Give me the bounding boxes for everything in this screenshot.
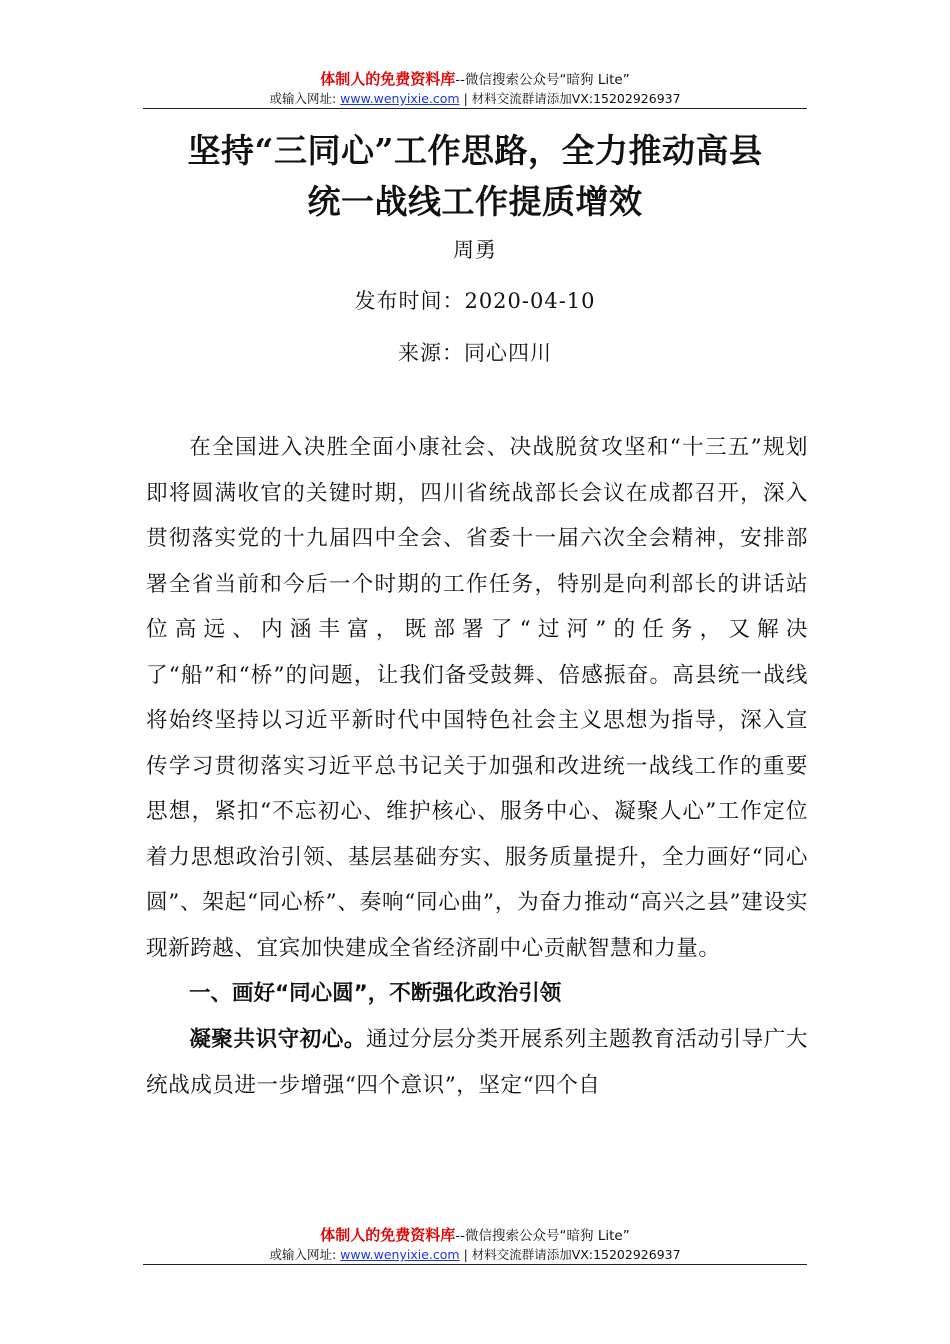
footer-brand: 体制人的免费资料库 [320, 1226, 456, 1244]
paragraph-2-lead: 凝聚共识守初心。 [189, 1027, 366, 1052]
header-divider [143, 108, 807, 109]
header-url-link[interactable]: www.wenyixie.com [340, 91, 460, 106]
section-heading-1: 一、画好“同心圆”，不断强化政治引领 [189, 981, 562, 1006]
footer-divider [143, 1264, 807, 1265]
footer-line-2 [0, 1246, 950, 1263]
footer-url-label: 或输入网址: [269, 1247, 337, 1262]
footer-contact: | 材料交流群请添加VX:15202926937 [463, 1247, 681, 1262]
header-line-1 [0, 70, 950, 89]
article-body [146, 425, 808, 1108]
article-date: 发布时间：2020-04-10 [354, 289, 596, 313]
page-header [0, 70, 950, 107]
article-source: 来源：同心四川 [398, 341, 552, 365]
header-contact: | 材料交流群请添加VX:15202926937 [463, 91, 681, 106]
title-line-1: 坚持“三同心”工作思路，全力推动高县 [187, 131, 763, 170]
header-line-2 [0, 90, 950, 107]
footer-url-link[interactable]: www.wenyixie.com [340, 1247, 460, 1262]
title-line-2: 统一战线工作提质增效 [307, 182, 643, 221]
article-title [100, 125, 850, 227]
article-author: 周勇 [453, 238, 497, 262]
paragraph-2-text: 通过分层分类开展系列主题教育活动引导广大统战成员进一步增强“四个意识”，坚定“四个自 [146, 1027, 808, 1098]
header-brand: 体制人的免费资料库 [320, 70, 456, 88]
page-footer [0, 1226, 950, 1263]
paragraph-intro: 在全国进入决胜全面小康社会、决战脱贫攻坚和“十三五”规划即将圆满收官的关键时期，四川省统战部长会议在成都召开，深入贯彻落实党的十九届四中全会、省委十一届六次全会精神，安排部署全省当前和今后一个时期的工作任务，特别是向利部长的讲话站位高远、内涵丰富，既部署了“过河”的任务，又解决了“船”和“桥”的问题，让我们备受鼓舞、倍感振奋。高县统一战线将始终坚持以习近平新时代中国特色社会主义思想为指导，深入宣传学习贯彻落实习近平总书记关于加强和改进统一战线工作的重要思想，紧扣“不忘初心、维护核心、服务中心、凝聚人心”工作定位着力思想政治引领、基层基础夯实、服务质量提升，全力画好“同心圆”、架起“同心桥”、奏响“同心曲”，为奋力推动“高兴之县”建设实现新跨越、宜宾加快建成全省经济副中心贡献智慧和力量。 [146, 435, 808, 961]
footer-wechat-hint: --微信搜索公众号“暗狗 Lite” [455, 1228, 630, 1244]
footer-line-1 [0, 1226, 950, 1245]
paragraph-2 [146, 1017, 808, 1108]
header-url-label: 或输入网址: [269, 91, 337, 106]
header-wechat-hint: --微信搜索公众号“暗狗 Lite” [455, 72, 630, 88]
